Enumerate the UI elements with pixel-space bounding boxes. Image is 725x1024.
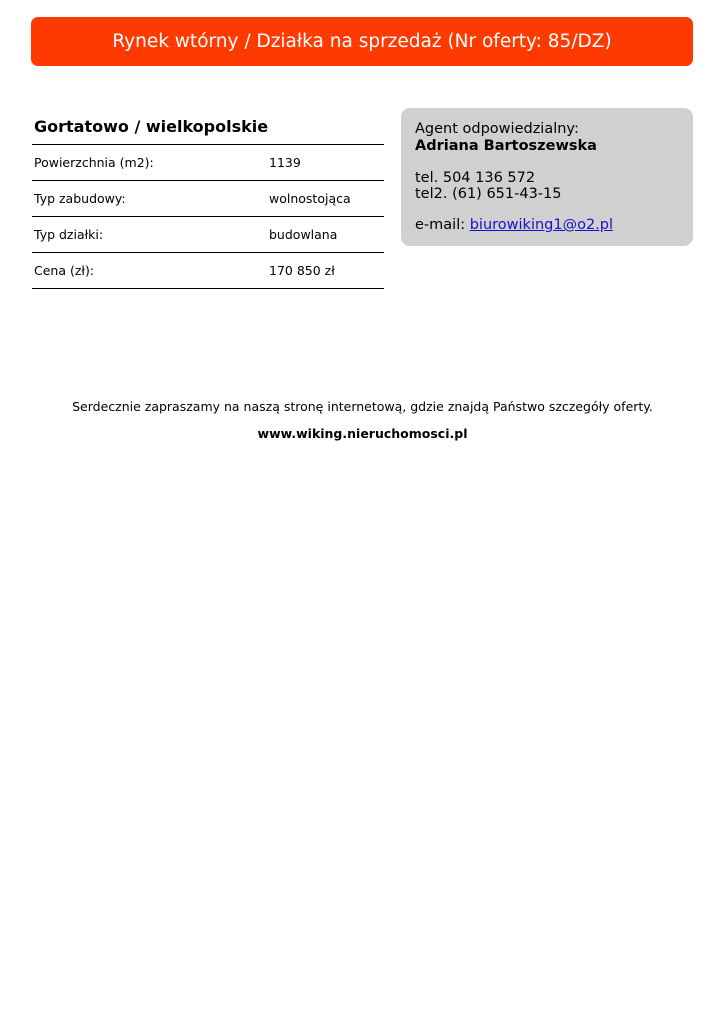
detail-row-price — [32, 253, 384, 289]
agent-phone: tel. 504 136 572 — [415, 170, 536, 186]
agent-email-label: e-mail: — [415, 217, 466, 233]
agent-email-link[interactable]: biurowiking1@o2.pl — [469, 217, 614, 233]
footer-website-url: www.wiking.nieruchomosci.pl — [257, 426, 468, 441]
detail-row-building-type — [32, 181, 384, 217]
listing-details — [32, 110, 384, 289]
detail-label: Powierzchnia (m2): — [34, 155, 154, 170]
page-title: Rynek wtórny / Działka na sprzedaż (Nr oferty: 85/DZ) — [112, 31, 612, 52]
agent-contact-box — [401, 108, 693, 246]
detail-value: 170 850 zł — [269, 263, 335, 278]
detail-row-area — [32, 145, 384, 181]
header-banner — [31, 17, 693, 66]
agent-heading: Agent odpowiedzialny: — [415, 121, 579, 137]
detail-value: wolnostojąca — [269, 191, 351, 206]
detail-label: Typ zabudowy: — [34, 191, 126, 206]
location-title: Gortatowo / wielkopolskie — [32, 110, 384, 145]
agent-name: Adriana Bartoszewska — [415, 138, 597, 154]
agent-phone-secondary: tel2. (61) 651-43-15 — [415, 186, 562, 202]
footer-invite-text: Serdecznie zapraszamy na naszą stronę internetową, gdzie znajdą Państwo szczegóły oferty. — [72, 399, 653, 414]
detail-value: budowlana — [269, 227, 338, 242]
agent-email-line — [415, 217, 679, 234]
detail-label: Typ działki: — [34, 227, 104, 242]
detail-label: Cena (zł): — [34, 263, 95, 278]
detail-row-plot-type — [32, 217, 384, 253]
detail-value: 1139 — [269, 155, 301, 170]
